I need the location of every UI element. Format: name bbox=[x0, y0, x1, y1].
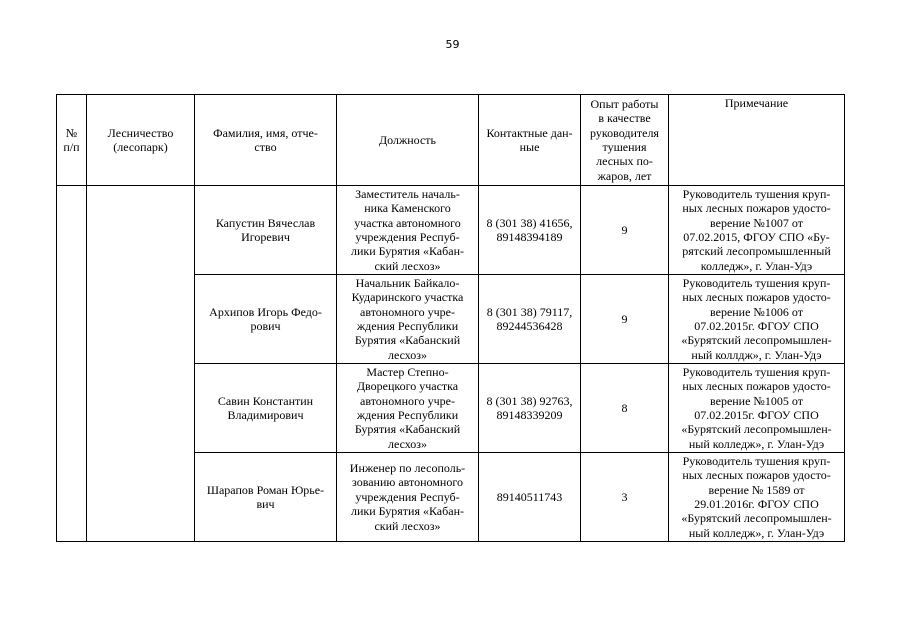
cell-position-line: Начальник Байкало- bbox=[355, 275, 460, 290]
column-header-note-line: Примечание bbox=[724, 96, 789, 110]
cell-experience bbox=[581, 364, 669, 453]
cell-position-line: Инженер по лесополь- bbox=[349, 460, 466, 475]
cell-position-line: зованию автономного bbox=[352, 475, 463, 490]
cell-note-line: 07.02.2015, ФГОУ СПО «Бу- bbox=[683, 230, 830, 244]
cell-note-line: ных лесных пожаров удосто- bbox=[682, 379, 831, 394]
column-header-experience-line: лесных по- bbox=[596, 154, 653, 169]
cell-name-line: Архипов Игорь Федо- bbox=[209, 304, 322, 319]
cell-name bbox=[195, 275, 337, 364]
cell-contacts-line: 8 (301 38) 41656, bbox=[486, 215, 573, 230]
cell-experience-line: 8 bbox=[621, 400, 628, 415]
cell-position-line: автономного учре- bbox=[360, 304, 455, 319]
cell-contacts-line: 89140511743 bbox=[496, 489, 563, 504]
cell-contacts-line: 89148339209 bbox=[496, 408, 563, 422]
cell-position-line: ника Каменского bbox=[364, 201, 451, 216]
cell-contacts-line: 89244536428 bbox=[496, 319, 563, 333]
cell-note-line: ных лесных пожаров удосто- bbox=[682, 468, 831, 483]
column-header-note bbox=[669, 95, 845, 186]
cell-position-line: Дворецкого участка bbox=[356, 379, 459, 394]
cell-contacts bbox=[479, 186, 581, 275]
column-header-contacts-line: ные bbox=[519, 140, 540, 154]
column-header-experience-line: жаров, лет bbox=[597, 168, 652, 183]
cell-name bbox=[195, 186, 337, 275]
column-header-contacts bbox=[479, 95, 581, 186]
column-header-forestry-line: Лесничество bbox=[107, 125, 174, 140]
column-header-name-line: Фамилия, имя, отче- bbox=[213, 125, 318, 140]
cell-name bbox=[195, 453, 337, 542]
cell-position-line: ждения Республики bbox=[356, 319, 459, 333]
column-header-experience-line: Опыт работы bbox=[590, 96, 659, 111]
cell-experience-line: 3 bbox=[621, 489, 628, 504]
cell-note-line: ный колледж», г. Улан-Удэ bbox=[688, 525, 825, 540]
table-row bbox=[57, 186, 845, 275]
column-header-num-line: № bbox=[65, 125, 78, 140]
cell-position bbox=[337, 364, 479, 453]
cell-note-line: ный колледж», г. Улан-Удэ bbox=[688, 436, 825, 451]
cell-experience bbox=[581, 453, 669, 542]
cell-note-line: верение №1006 от bbox=[710, 304, 803, 319]
column-header-num-line: п/п bbox=[63, 140, 80, 154]
table-header-row bbox=[57, 95, 845, 186]
cell-position-line: ский лесхоз» bbox=[374, 518, 441, 533]
cell-name-line: Владимирович bbox=[227, 408, 304, 422]
cell-position bbox=[337, 275, 479, 364]
cell-note bbox=[669, 186, 845, 275]
cell-note-line: 07.02.2015г. ФГОУ СПО bbox=[694, 319, 819, 333]
cell-position-line: Кударинского участка bbox=[351, 290, 464, 305]
table-body bbox=[57, 186, 845, 542]
cell-note-line: Руководитель тушения круп- bbox=[682, 453, 831, 468]
cell-position bbox=[337, 186, 479, 275]
cell-position bbox=[337, 453, 479, 542]
cell-note-line: рятский лесопромышленный bbox=[682, 244, 831, 259]
column-header-forestry bbox=[87, 95, 195, 186]
cell-note-line: верение №1005 от bbox=[710, 393, 803, 408]
cell-note-line: колледж», г. Улан-Удэ bbox=[700, 258, 813, 273]
cell-note bbox=[669, 453, 845, 542]
page-number: 59 bbox=[445, 38, 460, 51]
cell-note-line: «Бурятский лесопромышлен- bbox=[681, 333, 832, 348]
column-header-name-line: ство bbox=[254, 140, 277, 154]
cell-name-line: вич bbox=[256, 497, 275, 511]
cell-contacts-line: 8 (301 38) 79117, bbox=[486, 304, 573, 319]
cell-position-line: Бурятия «Кабанский bbox=[354, 333, 461, 348]
cell-note-line: Руководитель тушения круп- bbox=[682, 364, 831, 379]
cell-name-line: Капустин Вячеслав bbox=[215, 215, 316, 230]
column-header-name bbox=[195, 95, 337, 186]
cell-note-line: 07.02.2015г. ФГОУ СПО bbox=[694, 408, 819, 422]
column-header-experience-line: руководителя bbox=[590, 125, 659, 140]
cell-position-line: ждения Республики bbox=[356, 408, 459, 422]
cell-name-line: Игоревич bbox=[241, 230, 290, 244]
cell-note-line: «Бурятский лесопромышлен- bbox=[681, 511, 832, 526]
cell-name bbox=[195, 364, 337, 453]
cell-name-line: Савин Константин bbox=[217, 393, 314, 408]
cell-experience bbox=[581, 275, 669, 364]
cell-position-line: лики Бурятия «Кабан- bbox=[351, 504, 464, 519]
cell-position-line: учреждения Респуб- bbox=[355, 230, 460, 244]
cell-contacts-line: 8 (301 38) 92763, bbox=[486, 393, 573, 408]
cell-contacts-line: 89148394189 bbox=[496, 230, 563, 244]
cell-note-line: ный коллдж», г. Улан-Удэ bbox=[691, 347, 822, 362]
column-header-position-line: Должность bbox=[378, 132, 437, 147]
cell-position-line: учреждения Респуб- bbox=[355, 489, 460, 504]
column-header-num bbox=[57, 95, 87, 186]
cell-note-line: Руководитель тушения круп- bbox=[682, 186, 831, 201]
cell-experience-line: 9 bbox=[621, 311, 628, 326]
cell-note bbox=[669, 275, 845, 364]
cell-position-line: лесхоз» bbox=[387, 436, 428, 451]
cell-position-line: Мастер Степно- bbox=[366, 364, 449, 379]
column-header-forestry-line: (лесопарк) bbox=[113, 140, 168, 154]
cell-position-line: лесхоз» bbox=[387, 347, 428, 362]
cell-position-line: лики Бурятия «Кабан- bbox=[351, 244, 464, 259]
cell-note-line: 29.01.2016г. ФГОУ СПО bbox=[694, 497, 819, 511]
cell-num-merged bbox=[57, 186, 87, 542]
cell-position-line: ский лесхоз» bbox=[374, 258, 441, 273]
cell-note-line: ных лесных пожаров удосто- bbox=[682, 290, 831, 305]
cell-name-line: рович bbox=[250, 319, 281, 333]
column-header-experience-line: тушения bbox=[602, 140, 647, 154]
column-header-experience bbox=[581, 95, 669, 186]
column-header-contacts-line: Контактные дан- bbox=[486, 125, 573, 140]
cell-note-line: «Бурятский лесопромышлен- bbox=[681, 422, 832, 437]
cell-position-line: Бурятия «Кабанский bbox=[354, 422, 461, 437]
cell-note-line: Руководитель тушения круп- bbox=[682, 275, 831, 290]
forest-fire-leaders-table bbox=[56, 94, 845, 542]
cell-position-line: участка автономного bbox=[354, 215, 461, 230]
cell-note-line: верение №1007 от bbox=[710, 215, 803, 230]
cell-contacts bbox=[479, 275, 581, 364]
cell-note-line: верение № 1589 от bbox=[708, 482, 805, 497]
cell-position-line: Заместитель началь- bbox=[355, 186, 460, 201]
cell-note bbox=[669, 364, 845, 453]
column-header-experience-line: в качестве bbox=[598, 111, 651, 126]
cell-position-line: автономного учре- bbox=[360, 393, 455, 408]
cell-contacts bbox=[479, 453, 581, 542]
cell-name-line: Шарапов Роман Юрье- bbox=[206, 482, 325, 497]
cell-forestry-merged bbox=[87, 186, 195, 542]
column-header-position bbox=[337, 95, 479, 186]
cell-note-line: ных лесных пожаров удосто- bbox=[682, 201, 831, 216]
cell-experience bbox=[581, 186, 669, 275]
cell-experience-line: 9 bbox=[621, 222, 628, 237]
cell-contacts bbox=[479, 364, 581, 453]
